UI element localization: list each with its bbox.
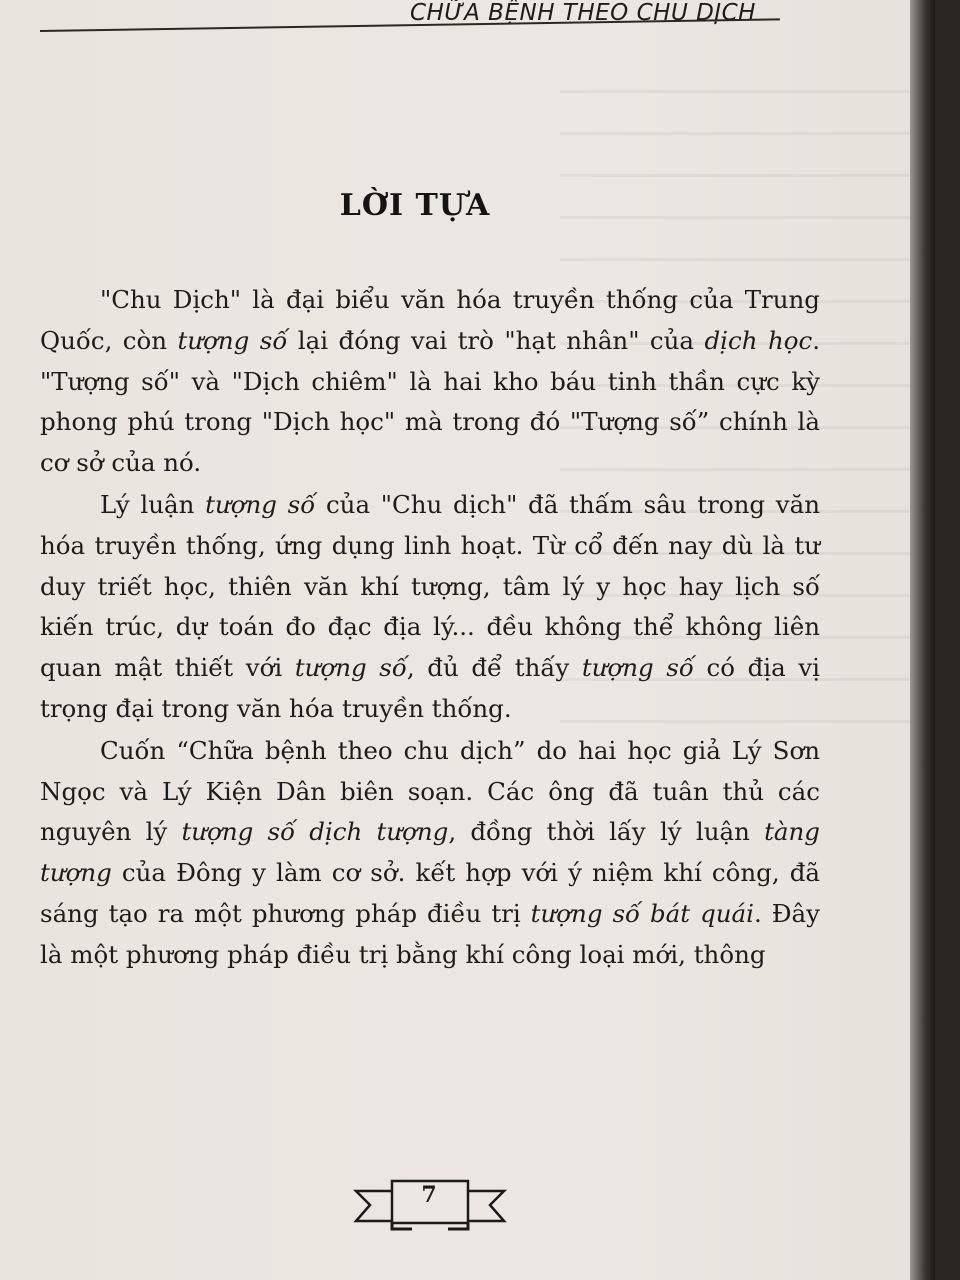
page-number-ribbon bbox=[352, 1177, 508, 1233]
emphasis-text: tượng số bbox=[294, 653, 407, 683]
paragraph-text: lại đóng vai trò "hạt nhân" của bbox=[287, 325, 705, 355]
running-header: CHỮA BỆNH THEO CHU DỊCH bbox=[410, 0, 756, 26]
paragraph-text: của Đông y làm cơ sở. kết hợp với ý niệm khí công, đã sáng tạo ra một phương pháp điều trị bbox=[40, 858, 820, 928]
emphasis-text: tượng số dịch tượng bbox=[181, 817, 449, 847]
paragraph-text: Lý luận bbox=[100, 489, 206, 519]
emphasis-text: tượng số bbox=[205, 489, 316, 519]
book-spine-shadow bbox=[910, 0, 935, 1280]
paragraph-text: . Đây là một phương pháp điều trị bằng khí công loại mới, thông bbox=[40, 898, 820, 969]
paragraph-text: "Chu Dịch" là đại biểu văn hóa truyền thống của Trung Quốc, còn bbox=[40, 285, 820, 355]
paragraph-text: , đồng thời lấy lý luận bbox=[448, 817, 765, 847]
emphasis-text: tượng số bbox=[177, 325, 288, 355]
paragraph-text: của "Chu dịch" đã thấm sâu trong văn hóa truyền thống, ứng dụng linh hoạt. Từ cổ đến nay dù là tư duy triết học, thiên văn khí tượng, tâm lý y học hay lịch số kiến trúc, dự toán đo đạc địa lý... đều không thể không liên quan mật thiết với bbox=[40, 489, 821, 683]
emphasis-text: tượng số bát quái bbox=[530, 898, 755, 928]
page-number: 7 bbox=[421, 1182, 437, 1208]
paragraph bbox=[40, 731, 820, 976]
paragraph bbox=[40, 280, 820, 484]
emphasis-text: tượng số bbox=[581, 653, 694, 683]
paragraph-text: có địa vị trọng đại trong văn hóa truyền thống. bbox=[40, 653, 821, 723]
paragraph-text: Cuốn “Chữa bệnh theo chu dịch” do hai học giả Lý Sơn Ngọc và Lý Kiện Dân biên soạn. Các ông đã tuân thủ các nguyên lý bbox=[40, 735, 820, 847]
paragraph-text: , đủ để thấy bbox=[406, 653, 582, 683]
emphasis-text: dịch học bbox=[704, 325, 813, 355]
chapter-title: LỜI TỰA bbox=[339, 188, 491, 223]
paragraph bbox=[40, 485, 820, 730]
body-text bbox=[40, 280, 820, 977]
paragraph-text: . "Tượng số" và "Dịch chiêm" là hai kho báu tinh thần cực kỳ phong phú trong "Dịch học" mà trong đó "Tượng số” chính là cơ sở của nó. bbox=[40, 325, 820, 478]
emphasis-text: tàng tượng bbox=[40, 817, 820, 888]
